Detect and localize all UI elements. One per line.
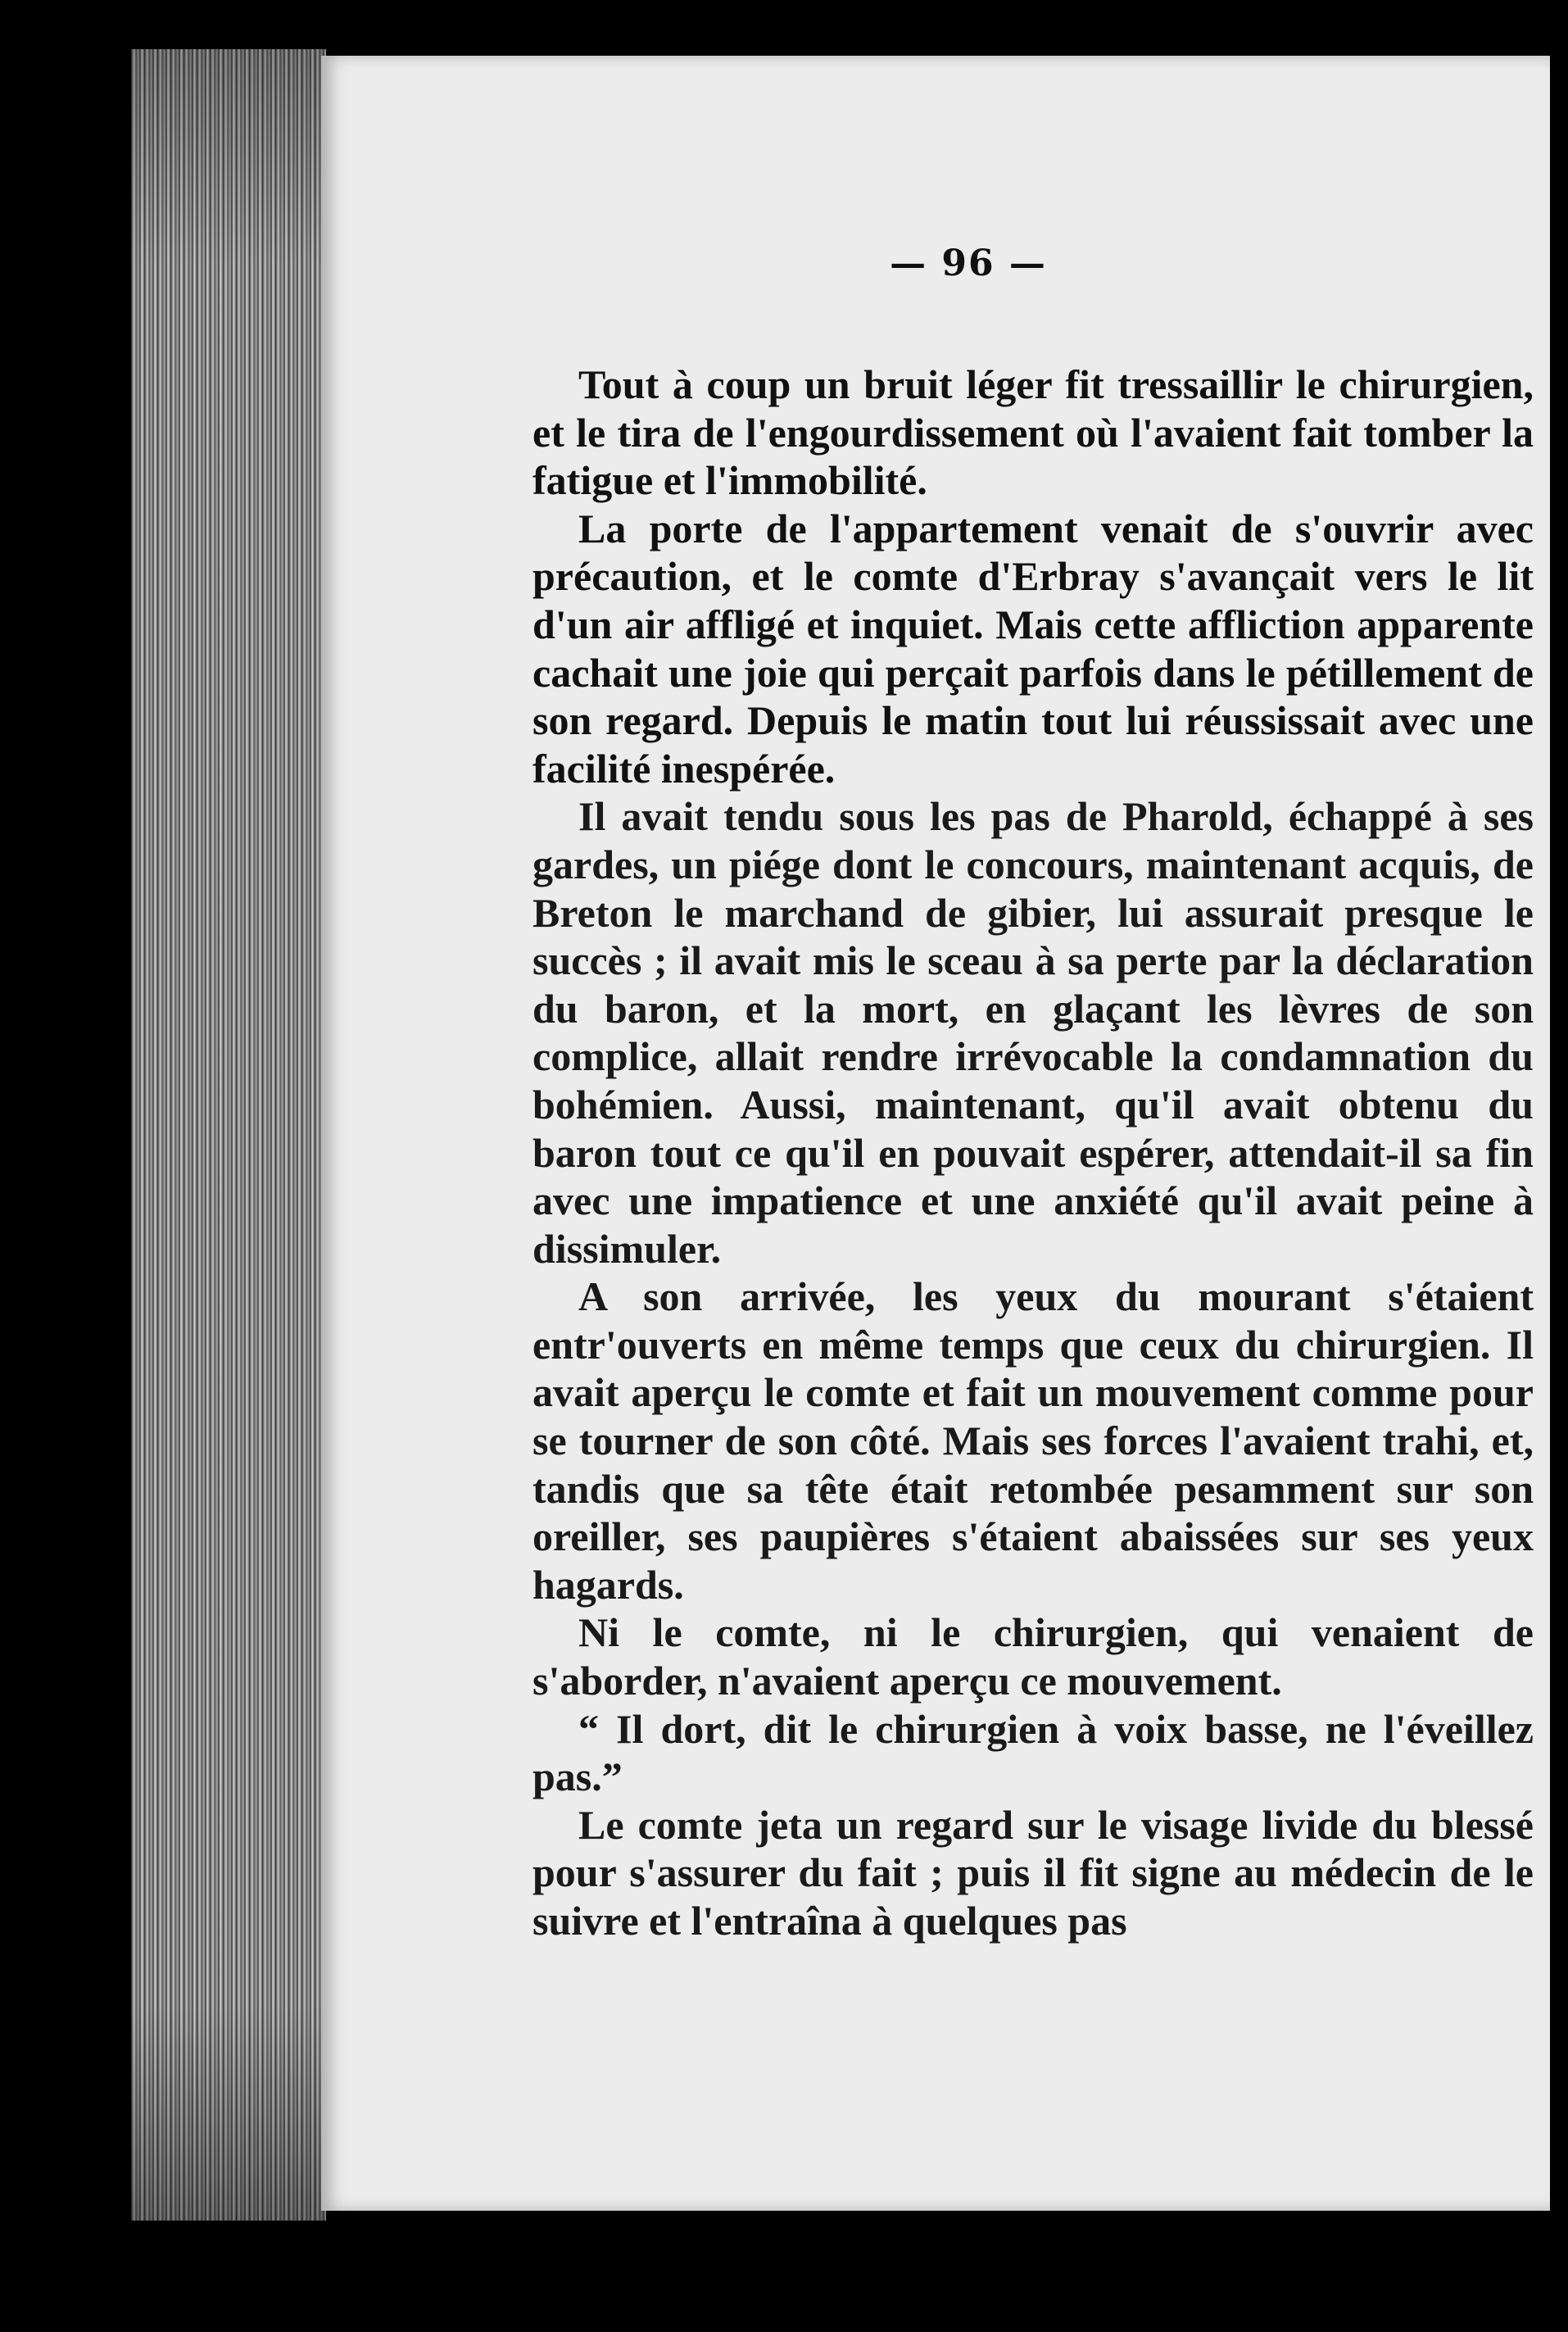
paragraph-2: La porte de l'appartement venait de s'ouvrir avec précaution, et le comte d'Erbray s'avançait vers le lit d'un air affligé et inquiet. Mais cette affliction apparente cachait une joie qui perçait parfois dans le pétillement de son regard. Depuis le matin tout lui réussissait avec une facilité inespérée. [532,505,1534,792]
paragraph-6: “ Il dort, dit le chirurgien à voix basse, ne l'éveillez pas.” [532,1705,1534,1800]
book-page-edges [131,49,326,2221]
page-number: — 96 — [890,243,1047,284]
paragraph-5: Ni le comte, ni le chirurgien, qui venaient de s'aborder, n'avaient aperçu ce mouvement. [532,1609,1534,1704]
paragraph-1: Tout à coup un bruit léger fit tressaillir le chirurgien, et le tira de l'engourdissement où l'avaient fait tomber la fatigue et l'immobilité. [532,361,1534,504]
paragraph-4: A son arrivée, les yeux du mourant s'étaient entr'ouverts en même temps que ceux du chirurgien. Il avait aperçu le comte et fait un mouvement comme pour se tourner de son côté. Mais ses forces l'avaient trahi, et, tandis que sa tête était retombée pesamment sur son oreiller, ses paupières s'étaient abaissées sur ses yeux hagards. [532,1273,1534,1608]
paragraph-7: Le comte jeta un regard sur le visage livide du blessé pour s'assurer du fait ; puis il fit signe au médecin de le suivre et l'entraîna à quelques pas [532,1801,1534,1944]
book-page [321,56,1550,2211]
paragraph-3: Il avait tendu sous les pas de Pharold, échappé à ses gardes, un piége dont le concours, maintenant acquis, de Breton le marchand de gibier, lui assurait presque le succès ; il avait mis le sceau à sa perte par la déclaration du baron, et la mort, en glaçant les lèvres de son complice, allait rendre irrévocable la condamnation du bohémien. Aussi, maintenant, qu'il avait obtenu du baron tout ce qu'il en pouvait espérer, attendait-il sa fin avec une impatience et une anxiété qu'il avait peine à dissimuler. [532,793,1534,1272]
body-text [532,361,1534,1945]
